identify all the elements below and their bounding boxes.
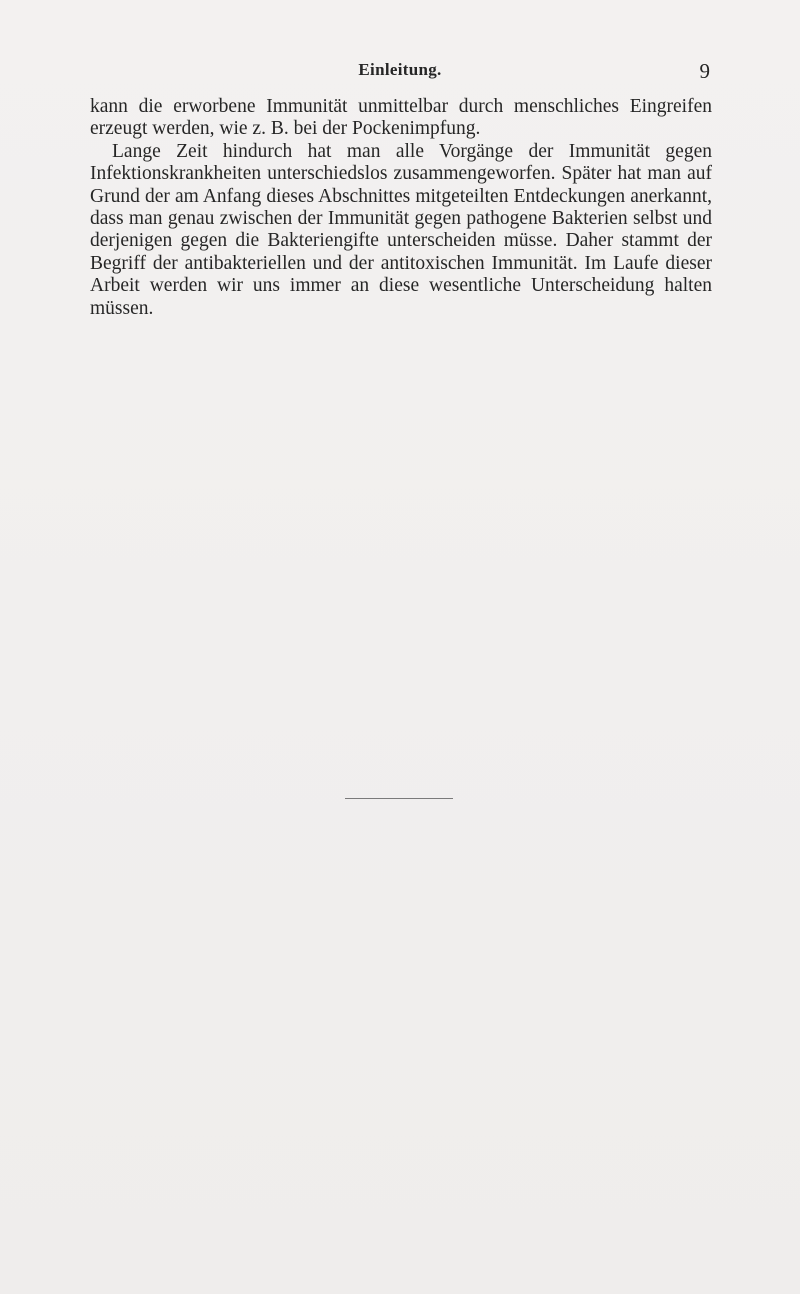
paragraph-immunity-distinction: Lange Zeit hindurch hat man alle Vorgänge der Immunität gegen Infektionskrankheiten unterschiedslos zusammengeworfen. Später hat man auf Grund der am Anfang dieses Abschnittes mitgeteilten Entdeckungen anerkannt, dass man genau zwischen der Immunität gegen pathogene Bakterien selbst und derjenigen gegen die Bakteriengifte unterscheiden müsse. Daher stammt der Begriff der antibakteriellen und der antitoxischen Immunität. Im Laufe dieser Arbeit werden wir uns immer an diese wesentliche Unterscheidung halten müssen. [90,140,712,319]
paragraph-continuation: kann die erworbene Immunität unmittelbar durch menschliches Eingreifen erzeugt werden, wie z. B. bei der Pockenimpfung. [90,96,712,140]
section-divider-rule [345,798,453,799]
running-title: Einleitung. [358,60,442,79]
body-text [90,96,712,320]
page-number: 9 [699,59,710,83]
running-head [90,60,710,84]
